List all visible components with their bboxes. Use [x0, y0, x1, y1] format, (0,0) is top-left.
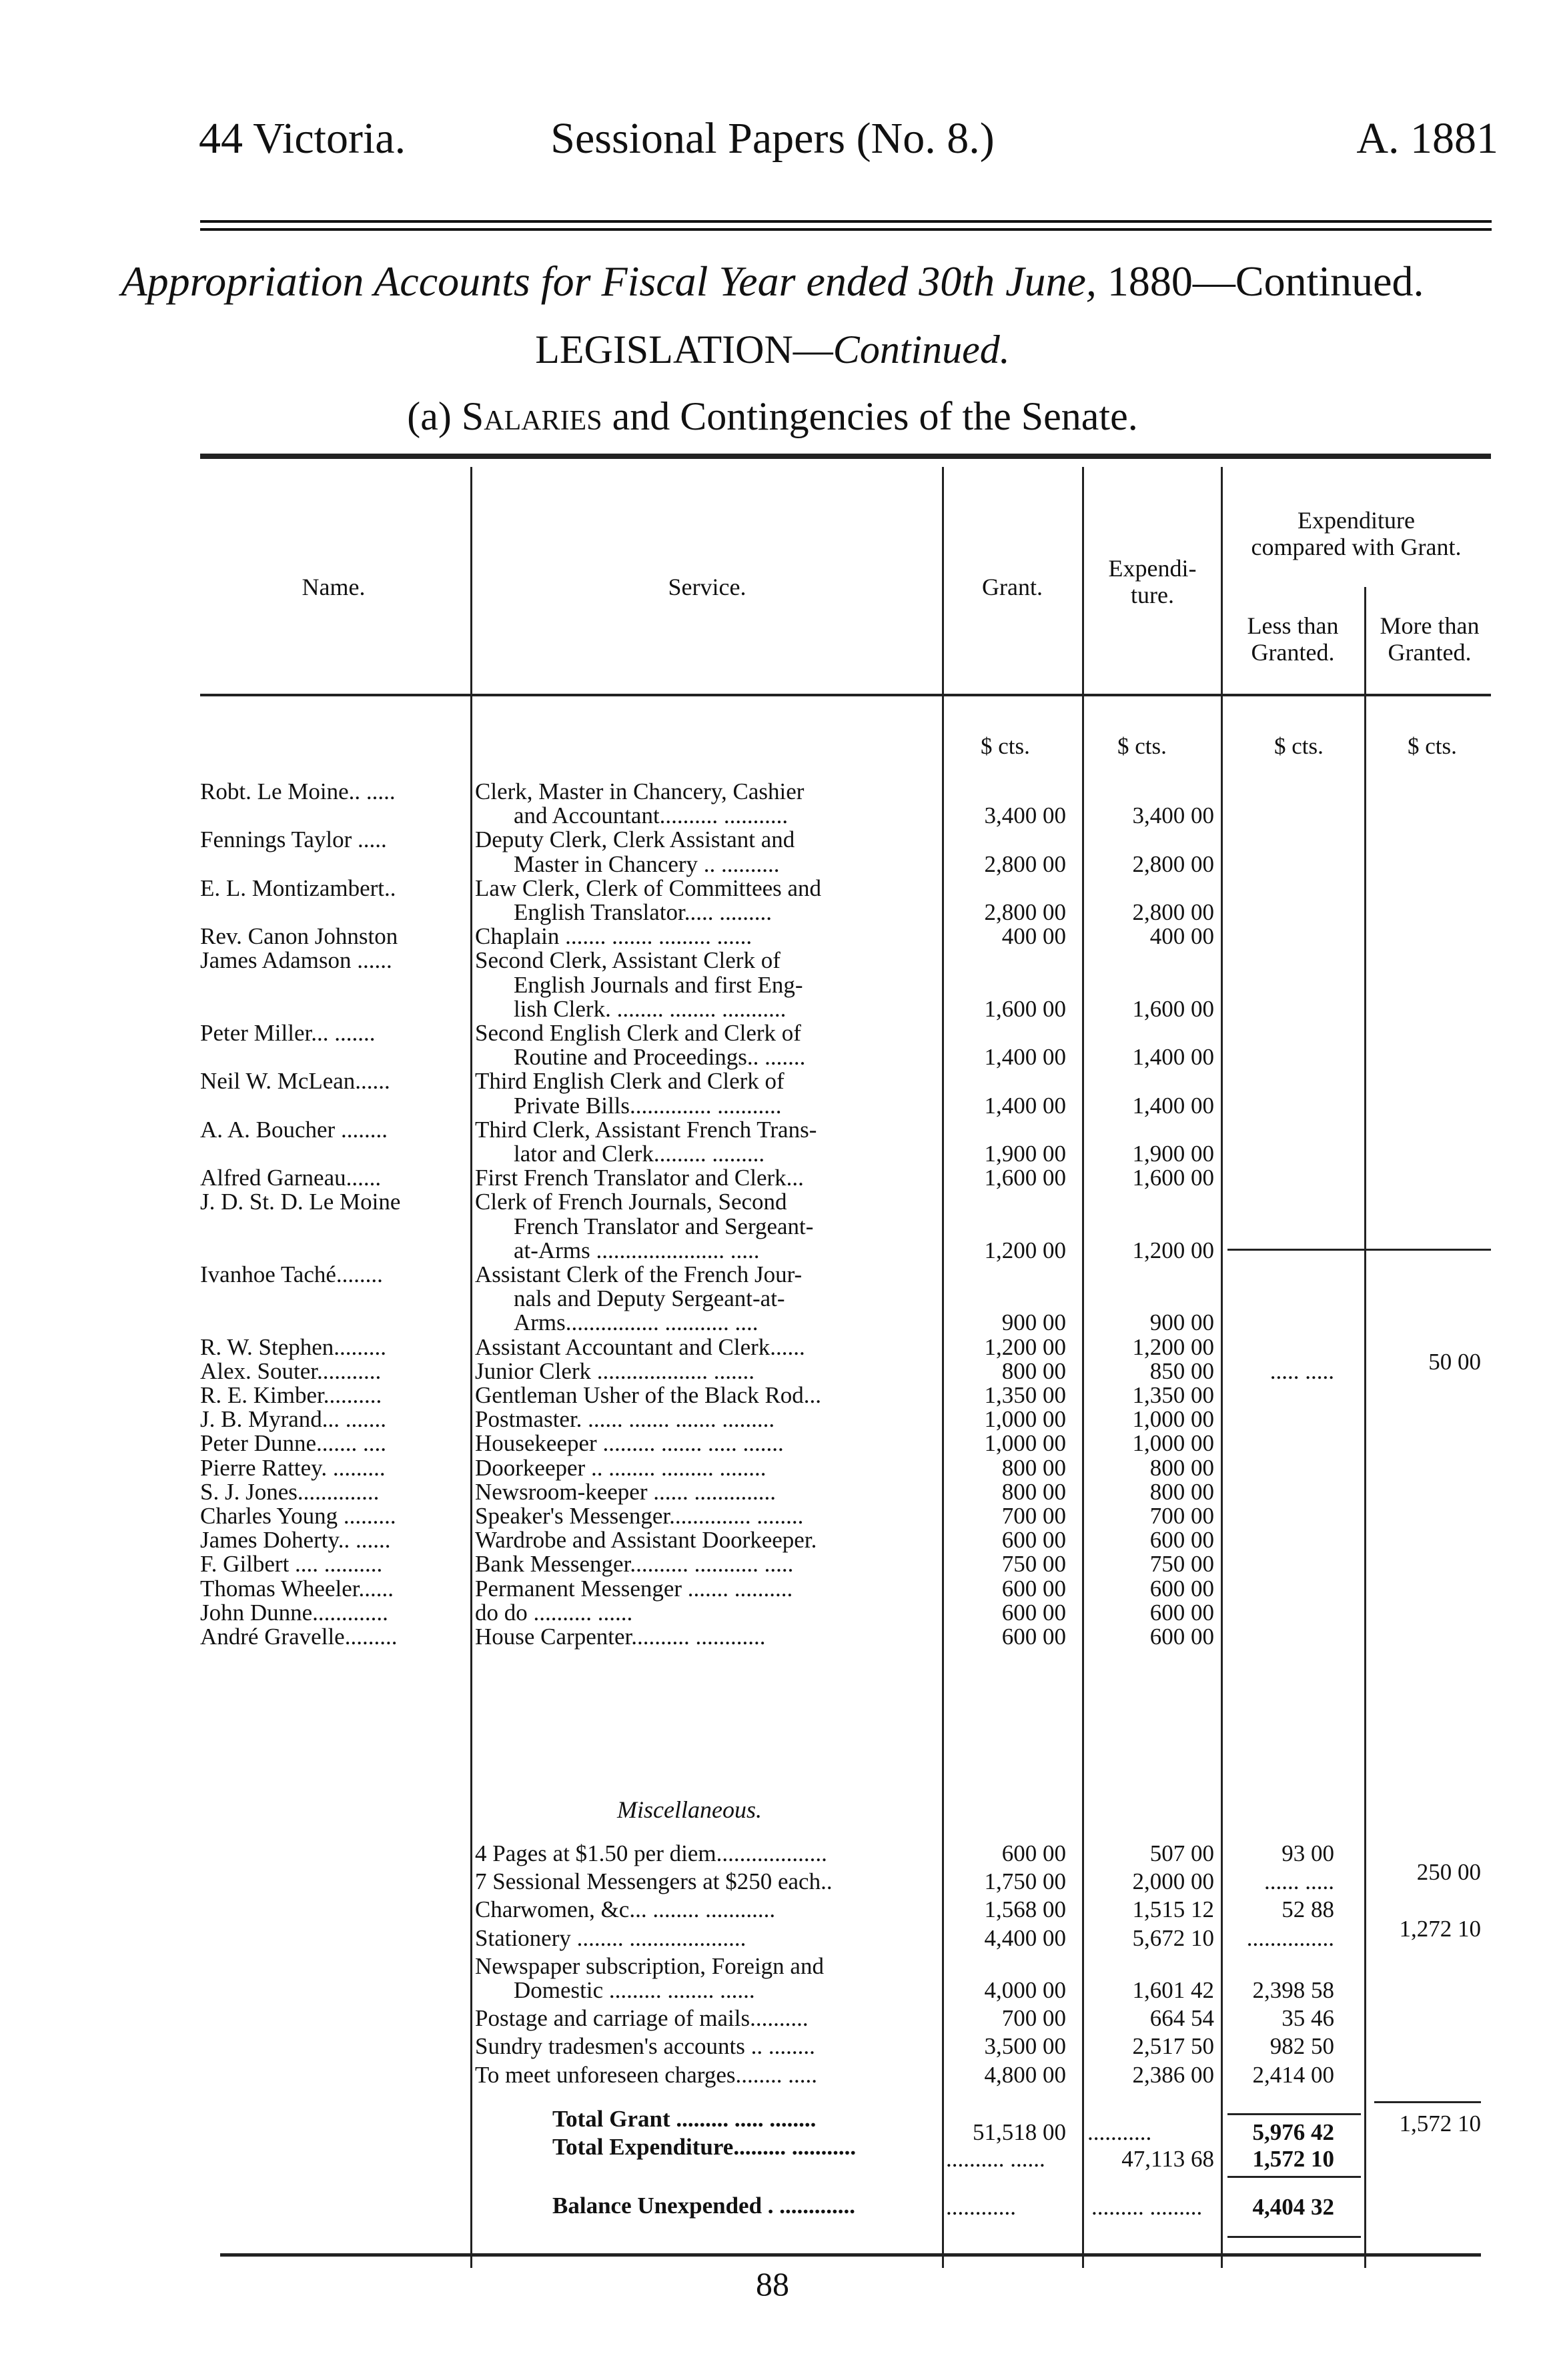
col-header-expenditure-l2: ture.: [1131, 582, 1174, 608]
row-name: Rev. Canon Johnston: [200, 923, 398, 950]
row-name: S. J. Jones..............: [200, 1478, 380, 1505]
row-service-line: Law Clerk, Clerk of Committees and: [475, 874, 822, 901]
subsection-title: [0, 394, 1545, 440]
section-title: [0, 327, 1545, 373]
total-grant-label: Total Grant ......... ..... ........: [552, 2106, 817, 2132]
row-name: A. A. Boucher ........: [200, 1116, 388, 1143]
row-service-line: Deputy Clerk, Clerk Assistant and: [475, 826, 795, 853]
col-header-grant: Grant.: [982, 574, 1043, 600]
misc-grant: 3,500 00: [984, 2033, 1066, 2060]
less-minus-more-value: 1,572 10: [1252, 2146, 1334, 2172]
totals-rule-less: [1227, 2113, 1361, 2115]
total-expenditure-value: 47,113 68: [1121, 2146, 1214, 2172]
table-bottom-rule: [220, 2253, 1481, 2257]
misc-service-line: 7 Sessional Messengers at $250 each..: [475, 1868, 833, 1895]
misc-less-than: 93 00: [1281, 1840, 1334, 1866]
misc-less-than: 982 50: [1269, 2033, 1334, 2060]
header-rule-top: [200, 220, 1492, 223]
balance-rule: [1227, 2176, 1361, 2178]
row-expenditure: 600 00: [1149, 1527, 1214, 1554]
row-service-line: at-Arms ...................... .....: [514, 1237, 760, 1263]
subsection-prefix: (a): [407, 394, 462, 438]
misc-grant: 700 00: [1001, 2005, 1066, 2032]
row-grant: 1,400 00: [984, 1092, 1066, 1119]
row-service-line: lator and Clerk......... .........: [514, 1141, 765, 1167]
row-name: E. L. Montizambert..: [200, 874, 396, 901]
col-divider-name: [470, 467, 472, 2268]
row-expenditure: 1,400 00: [1132, 1044, 1214, 1071]
misc-expenditure: 5,672 10: [1132, 1924, 1214, 1951]
row-service-line: Arms................ ........... ....: [514, 1309, 758, 1336]
col-header-more: [1366, 612, 1493, 666]
row-grant: 1,000 00: [984, 1430, 1066, 1457]
row-service-line: House Carpenter.......... ............: [475, 1624, 766, 1650]
col-header-less: [1223, 612, 1363, 666]
row-service-line: Routine and Proceedings.. .......: [514, 1044, 806, 1071]
row-service-line: Clerk, Master in Chancery, Cashier: [475, 778, 805, 804]
row-service-line: nals and Deputy Sergeant-at-: [514, 1285, 785, 1312]
row-service-line: Bank Messenger.......... ........... .....: [475, 1551, 794, 1578]
totals-filler-dots-3: ............: [946, 2194, 1016, 2220]
row-grant: 800 00: [1001, 1357, 1066, 1384]
row-service-line: Chaplain ....... ....... ......... ......: [475, 923, 752, 950]
row-service-line: French Translator and Sergeant-: [514, 1213, 814, 1239]
row-service-line: do do .......... ......: [475, 1599, 633, 1626]
misc-grant: 600 00: [1001, 1840, 1066, 1866]
units-less: $ cts.: [1274, 733, 1324, 759]
col-header-more-l1: More than: [1380, 612, 1480, 639]
subsection-smallcaps: Salaries: [461, 394, 602, 438]
row-service-line: Junior Clerk ................... .......: [475, 1357, 755, 1384]
row-service-line: Speaker's Messenger.............. ........: [475, 1503, 804, 1529]
row-grant: 700 00: [1001, 1503, 1066, 1529]
misc-less-than: 2,398 58: [1252, 1977, 1334, 2003]
row-expenditure: 900 00: [1149, 1309, 1214, 1336]
row-grant: 600 00: [1001, 1599, 1066, 1626]
col-header-compared: [1223, 507, 1490, 560]
row-expenditure: 700 00: [1149, 1503, 1214, 1529]
section-title-italic: Continued.: [833, 328, 1010, 372]
totals-rule-more: [1374, 2101, 1481, 2103]
misc-expenditure: 2,386 00: [1132, 2061, 1214, 2088]
row-service-line: Private Bills.............. ...........: [514, 1092, 782, 1119]
misc-expenditure: 664 54: [1149, 2005, 1214, 2032]
row-service-line: lish Clerk. ........ ........ ...........: [514, 995, 787, 1022]
row-expenditure: 600 00: [1149, 1575, 1214, 1602]
row-expenditure: 1,200 00: [1132, 1333, 1214, 1360]
units-exp: $ cts.: [1117, 733, 1167, 759]
row-expenditure: 600 00: [1149, 1624, 1214, 1650]
misc-expenditure: 507 00: [1149, 1840, 1214, 1866]
misc-service-line: Domestic ......... ........ ......: [514, 1977, 755, 2003]
row-service-line: and Accountant.......... ...........: [514, 802, 789, 829]
row-grant: 800 00: [1001, 1454, 1066, 1481]
misc-service-line: Postage and carriage of mails..........: [475, 2005, 809, 2032]
row-grant: 3,400 00: [984, 802, 1066, 829]
row-grant: 750 00: [1001, 1551, 1066, 1578]
row-service-line: First French Translator and Clerk...: [475, 1165, 804, 1191]
row-expenditure: 600 00: [1149, 1599, 1214, 1626]
row-grant: 600 00: [1001, 1575, 1066, 1602]
row-expenditure: 1,000 00: [1132, 1406, 1214, 1433]
header-center: Sessional Papers (No. 8.): [550, 114, 995, 163]
row-expenditure: 1,400 00: [1132, 1092, 1214, 1119]
row-name: Pierre Rattey. .........: [200, 1454, 386, 1481]
col-divider-less: [1364, 587, 1366, 2268]
col-header-compared-l1: Expenditure: [1298, 507, 1415, 534]
row-expenditure: 2,800 00: [1132, 899, 1214, 925]
col-header-compared-l2: compared with Grant.: [1251, 534, 1462, 560]
row-expenditure: 1,600 00: [1132, 1165, 1214, 1191]
balance-label: Balance Unexpended . .............: [552, 2193, 856, 2219]
col-header-less-l2: Granted.: [1251, 639, 1335, 666]
row-service-line: Assistant Accountant and Clerk......: [475, 1333, 805, 1360]
section-title-main: LEGISLATION—: [535, 328, 833, 372]
subsection-rest: and Contingencies of the Senate.: [602, 394, 1138, 438]
row-service-line: Newsroom-keeper ...... ..............: [475, 1478, 777, 1505]
row-grant: 800 00: [1001, 1478, 1066, 1505]
row-grant: 1,600 00: [984, 1165, 1066, 1191]
row-expenditure: 800 00: [1149, 1478, 1214, 1505]
col-header-more-l2: Granted.: [1388, 639, 1472, 666]
row-service-line: Master in Chancery .. ..........: [514, 850, 780, 877]
row-name: J. B. Myrand... .......: [200, 1406, 387, 1433]
row-grant: 600 00: [1001, 1527, 1066, 1554]
miscellaneous-heading: Miscellaneous.: [617, 1796, 762, 1823]
row-grant: 2,800 00: [984, 899, 1066, 925]
totals-filler-dots-1: ...........: [1087, 2119, 1152, 2145]
col-header-expenditure: [1084, 555, 1221, 608]
row-name: Peter Dunne....... ....: [200, 1430, 386, 1457]
row-grant: 1,900 00: [984, 1141, 1066, 1167]
row-name: Peter Miller... .......: [200, 1020, 376, 1046]
misc-more-than: 250 00: [1416, 1859, 1481, 1886]
row-expenditure: 400 00: [1149, 923, 1214, 950]
row-expenditure: 2,800 00: [1132, 850, 1214, 877]
misc-service-line: Stationery ........ ....................: [475, 1924, 746, 1951]
col-header-less-l1: Less than: [1247, 612, 1339, 639]
row-service-line: English Journals and first Eng-: [514, 971, 803, 998]
row-service-line: Second English Clerk and Clerk of: [475, 1020, 801, 1046]
page-number: 88: [756, 2265, 789, 2303]
totals-filler-dots-4: ......... .........: [1091, 2194, 1203, 2220]
misc-expenditure: 2,517 50: [1132, 2033, 1214, 2060]
row-name: James Doherty.. ......: [200, 1527, 391, 1554]
page-title: [0, 257, 1545, 306]
misc-service-line: To meet unforeseen charges........ .....: [475, 2061, 817, 2088]
row-less-than: ..... .....: [1269, 1357, 1334, 1384]
misc-service-line: Sundry tradesmen's accounts .. ........: [475, 2033, 815, 2060]
header-rule-bottom: [200, 228, 1492, 231]
misc-grant: 4,800 00: [984, 2061, 1066, 2088]
row-service-line: Third Clerk, Assistant French Trans-: [475, 1116, 817, 1143]
header-right: A. 1881: [1356, 114, 1498, 163]
row-grant: 1,200 00: [984, 1237, 1066, 1263]
row-service-line: Second Clerk, Assistant Clerk of: [475, 947, 781, 974]
less-total-value: 5,976 42: [1252, 2119, 1334, 2145]
row-service-line: Wardrobe and Assistant Doorkeeper.: [475, 1527, 817, 1554]
total-expenditure-label: Total Expenditure......... ...........: [552, 2134, 857, 2160]
row-expenditure: 750 00: [1149, 1551, 1214, 1578]
row-service-line: Housekeeper ......... ....... ..... .......: [475, 1430, 784, 1457]
compared-split-rule: [1227, 1249, 1491, 1251]
row-service-line: Clerk of French Journals, Second: [475, 1189, 787, 1215]
table-top-rule: [200, 454, 1491, 459]
misc-grant: 1,568 00: [984, 1896, 1066, 1923]
misc-less-than: 52 88: [1281, 1896, 1334, 1923]
row-name: Thomas Wheeler......: [200, 1575, 394, 1602]
totals-filler-dots-2: .......... ......: [946, 2146, 1045, 2172]
total-grant-value: 51,518 00: [973, 2119, 1066, 2145]
row-name: F. Gilbert .... ..........: [200, 1551, 383, 1578]
misc-more-than: 1,272 10: [1399, 1915, 1481, 1942]
misc-service-line: Charwomen, &c... ........ ............: [475, 1896, 776, 1923]
misc-less-than: 2,414 00: [1252, 2061, 1334, 2088]
more-total-value: 1,572 10: [1399, 2111, 1481, 2137]
row-service-line: English Translator..... .........: [514, 899, 772, 925]
row-grant: 900 00: [1001, 1309, 1066, 1336]
row-name: James Adamson ......: [200, 947, 392, 974]
row-grant: 1,200 00: [984, 1333, 1066, 1360]
row-service-line: Third English Clerk and Clerk of: [475, 1068, 785, 1095]
row-service-line: Assistant Clerk of the French Jour-: [475, 1261, 803, 1287]
row-more-than: 50 00: [1428, 1348, 1481, 1375]
row-service-line: Doorkeeper .. ........ ......... ........: [475, 1454, 766, 1481]
misc-service-line: 4 Pages at $1.50 per diem...................: [475, 1840, 827, 1866]
row-grant: 1,000 00: [984, 1406, 1066, 1433]
misc-grant: 4,000 00: [984, 1977, 1066, 2003]
row-name: Ivanhoe Taché........: [200, 1261, 383, 1287]
row-expenditure: 1,350 00: [1132, 1382, 1214, 1408]
row-expenditure: 1,900 00: [1132, 1141, 1214, 1167]
misc-expenditure: 1,601 42: [1132, 1977, 1214, 2003]
row-expenditure: 1,600 00: [1132, 995, 1214, 1022]
balance-value: 4,404 32: [1252, 2194, 1334, 2220]
row-expenditure: 800 00: [1149, 1454, 1214, 1481]
misc-service-line: Newspaper subscription, Foreign and: [475, 1952, 824, 1979]
row-service-line: Permanent Messenger ....... ..........: [475, 1575, 793, 1602]
title-italic: Appropriation Accounts for Fiscal Year ended 30th June,: [121, 257, 1097, 305]
misc-grant: 4,400 00: [984, 1924, 1066, 1951]
balance-underline: [1227, 2236, 1361, 2238]
misc-less-than: ...... .....: [1264, 1868, 1334, 1895]
row-name: André Gravelle.........: [200, 1624, 398, 1650]
misc-less-than: ...............: [1246, 1924, 1334, 1951]
misc-expenditure: 1,515 12: [1132, 1896, 1214, 1923]
row-name: Robt. Le Moine.. .....: [200, 778, 396, 804]
row-grant: 1,350 00: [984, 1382, 1066, 1408]
row-name: Fennings Taylor .....: [200, 826, 387, 853]
units-more: $ cts.: [1408, 733, 1457, 759]
units-grant: $ cts.: [981, 733, 1030, 759]
row-grant: 2,800 00: [984, 850, 1066, 877]
row-name: R. E. Kimber..........: [200, 1382, 382, 1408]
row-expenditure: 3,400 00: [1132, 802, 1214, 829]
row-name: R. W. Stephen.........: [200, 1333, 387, 1360]
row-name: Alfred Garneau......: [200, 1165, 382, 1191]
misc-less-than: 35 46: [1281, 2005, 1334, 2032]
row-name: Charles Young .........: [200, 1503, 396, 1529]
col-header-service: Service.: [668, 574, 746, 600]
row-service-line: Gentleman Usher of the Black Rod...: [475, 1382, 822, 1408]
row-name: Alex. Souter...........: [200, 1357, 382, 1384]
row-grant: 600 00: [1001, 1624, 1066, 1650]
row-expenditure: 1,200 00: [1132, 1237, 1214, 1263]
misc-expenditure: 2,000 00: [1132, 1868, 1214, 1895]
header-left: 44 Victoria.: [199, 114, 406, 163]
row-name: J. D. St. D. Le Moine: [200, 1189, 401, 1215]
title-rest: 1880—Continued.: [1096, 257, 1424, 305]
row-name: John Dunne.............: [200, 1599, 388, 1626]
table-header-rule: [200, 694, 1491, 696]
row-grant: 1,600 00: [984, 995, 1066, 1022]
row-name: Neil W. McLean......: [200, 1068, 390, 1095]
row-grant: 1,400 00: [984, 1044, 1066, 1071]
col-header-name: Name.: [302, 574, 366, 600]
col-header-expenditure-l1: Expendi-: [1108, 555, 1197, 582]
misc-grant: 1,750 00: [984, 1868, 1066, 1895]
row-grant: 400 00: [1001, 923, 1066, 950]
row-expenditure: 850 00: [1149, 1357, 1214, 1384]
row-expenditure: 1,000 00: [1132, 1430, 1214, 1457]
row-service-line: Postmaster. ...... ....... ....... .........: [475, 1406, 775, 1433]
